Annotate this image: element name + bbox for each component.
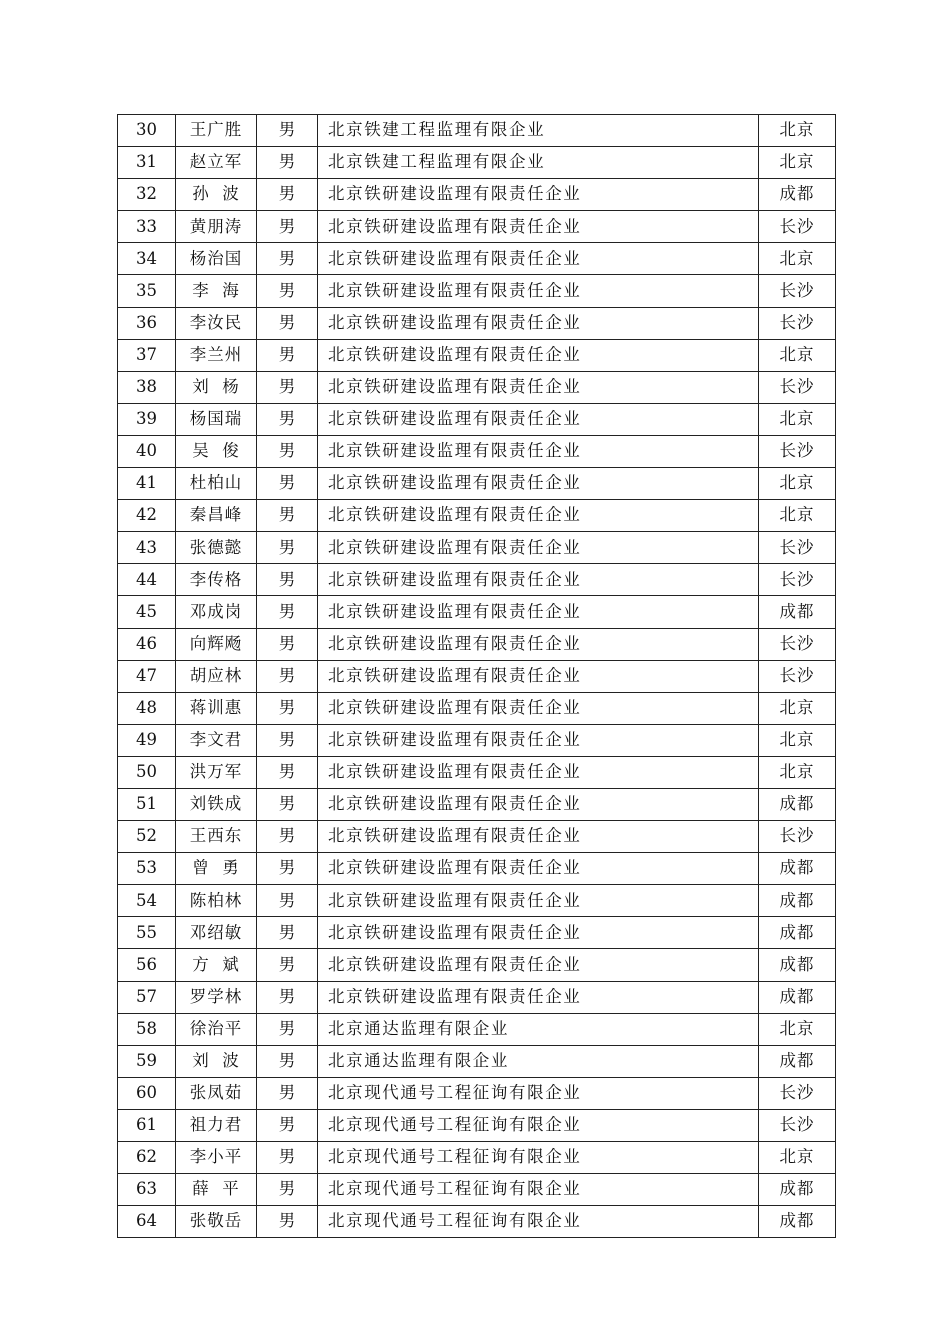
company-cell: 北京铁研建设监理有限责任企业	[318, 500, 759, 532]
city-cell: 成都	[759, 596, 836, 628]
row-number-cell: 39	[118, 403, 176, 435]
company-cell: 北京铁研建设监理有限责任企业	[318, 853, 759, 885]
row-number-cell: 59	[118, 1045, 176, 1077]
city-cell: 北京	[759, 500, 836, 532]
table-row	[118, 307, 836, 339]
person-name-cell: 曾 勇	[176, 853, 257, 885]
table-row	[118, 756, 836, 788]
table-row	[118, 147, 836, 179]
gender-cell: 男	[257, 179, 318, 211]
company-cell: 北京铁研建设监理有限责任企业	[318, 307, 759, 339]
company-cell: 北京铁研建设监理有限责任企业	[318, 821, 759, 853]
person-name-cell: 黄朋涛	[176, 211, 257, 243]
person-name-cell: 杜柏山	[176, 468, 257, 500]
row-number-cell: 48	[118, 692, 176, 724]
city-cell: 成都	[759, 179, 836, 211]
row-number-cell: 57	[118, 981, 176, 1013]
city-cell: 长沙	[759, 435, 836, 467]
table-row	[118, 853, 836, 885]
gender-cell: 男	[257, 564, 318, 596]
company-cell: 北京铁建工程监理有限企业	[318, 147, 759, 179]
gender-cell: 男	[257, 628, 318, 660]
personnel-table-body	[118, 115, 836, 1238]
row-number-cell: 63	[118, 1174, 176, 1206]
table-row	[118, 243, 836, 275]
gender-cell: 男	[257, 596, 318, 628]
person-name-cell: 祖力君	[176, 1109, 257, 1141]
company-cell: 北京现代通号工程征询有限企业	[318, 1109, 759, 1141]
row-number-cell: 30	[118, 115, 176, 147]
row-number-cell: 33	[118, 211, 176, 243]
company-cell: 北京铁研建设监理有限责任企业	[318, 660, 759, 692]
gender-cell: 男	[257, 339, 318, 371]
person-name-cell: 陈柏林	[176, 885, 257, 917]
person-name-cell: 蒋训惠	[176, 692, 257, 724]
row-number-cell: 35	[118, 275, 176, 307]
person-name-cell: 吴 俊	[176, 435, 257, 467]
city-cell: 长沙	[759, 564, 836, 596]
table-row	[118, 596, 836, 628]
company-cell: 北京铁研建设监理有限责任企业	[318, 339, 759, 371]
person-name-cell: 刘铁成	[176, 788, 257, 820]
row-number-cell: 50	[118, 756, 176, 788]
table-row	[118, 275, 836, 307]
table-row	[118, 564, 836, 596]
city-cell: 成都	[759, 1174, 836, 1206]
table-row	[118, 949, 836, 981]
company-cell: 北京铁研建设监理有限责任企业	[318, 179, 759, 211]
person-name-cell: 王广胜	[176, 115, 257, 147]
gender-cell: 男	[257, 1206, 318, 1238]
person-name-cell: 杨国瑞	[176, 403, 257, 435]
company-cell: 北京现代通号工程征询有限企业	[318, 1077, 759, 1109]
row-number-cell: 37	[118, 339, 176, 371]
table-row	[118, 500, 836, 532]
person-name-cell: 秦昌峰	[176, 500, 257, 532]
gender-cell: 男	[257, 211, 318, 243]
gender-cell: 男	[257, 532, 318, 564]
row-number-cell: 38	[118, 371, 176, 403]
company-cell: 北京铁研建设监理有限责任企业	[318, 724, 759, 756]
table-row	[118, 435, 836, 467]
city-cell: 成都	[759, 853, 836, 885]
person-name-cell: 李传格	[176, 564, 257, 596]
company-cell: 北京铁研建设监理有限责任企业	[318, 243, 759, 275]
table-row	[118, 1174, 836, 1206]
table-row	[118, 1142, 836, 1174]
gender-cell: 男	[257, 371, 318, 403]
person-name-cell: 张德懿	[176, 532, 257, 564]
city-cell: 北京	[759, 756, 836, 788]
person-name-cell: 邓成岗	[176, 596, 257, 628]
city-cell: 长沙	[759, 307, 836, 339]
person-name-cell: 徐治平	[176, 1013, 257, 1045]
row-number-cell: 41	[118, 468, 176, 500]
gender-cell: 男	[257, 724, 318, 756]
gender-cell: 男	[257, 821, 318, 853]
row-number-cell: 52	[118, 821, 176, 853]
company-cell: 北京铁研建设监理有限责任企业	[318, 564, 759, 596]
row-number-cell: 44	[118, 564, 176, 596]
city-cell: 成都	[759, 949, 836, 981]
table-row	[118, 339, 836, 371]
row-number-cell: 51	[118, 788, 176, 820]
row-number-cell: 62	[118, 1142, 176, 1174]
table-row	[118, 692, 836, 724]
person-name-cell: 李兰州	[176, 339, 257, 371]
gender-cell: 男	[257, 949, 318, 981]
company-cell: 北京铁研建设监理有限责任企业	[318, 403, 759, 435]
row-number-cell: 58	[118, 1013, 176, 1045]
gender-cell: 男	[257, 1174, 318, 1206]
city-cell: 长沙	[759, 211, 836, 243]
table-row	[118, 468, 836, 500]
row-number-cell: 40	[118, 435, 176, 467]
city-cell: 成都	[759, 1045, 836, 1077]
person-name-cell: 向辉飏	[176, 628, 257, 660]
gender-cell: 男	[257, 660, 318, 692]
city-cell: 北京	[759, 1142, 836, 1174]
city-cell: 北京	[759, 403, 836, 435]
person-name-cell: 罗学林	[176, 981, 257, 1013]
table-row	[118, 981, 836, 1013]
row-number-cell: 55	[118, 917, 176, 949]
row-number-cell: 32	[118, 179, 176, 211]
person-name-cell: 王西东	[176, 821, 257, 853]
person-name-cell: 李汝民	[176, 307, 257, 339]
table-row	[118, 821, 836, 853]
city-cell: 北京	[759, 724, 836, 756]
city-cell: 北京	[759, 243, 836, 275]
city-cell: 北京	[759, 692, 836, 724]
person-name-cell: 杨治国	[176, 243, 257, 275]
row-number-cell: 56	[118, 949, 176, 981]
row-number-cell: 31	[118, 147, 176, 179]
city-cell: 长沙	[759, 371, 836, 403]
gender-cell: 男	[257, 307, 318, 339]
personnel-table	[117, 114, 836, 1238]
company-cell: 北京铁研建设监理有限责任企业	[318, 981, 759, 1013]
gender-cell: 男	[257, 243, 318, 275]
company-cell: 北京铁研建设监理有限责任企业	[318, 628, 759, 660]
person-name-cell: 洪万军	[176, 756, 257, 788]
company-cell: 北京铁研建设监理有限责任企业	[318, 468, 759, 500]
person-name-cell: 薛 平	[176, 1174, 257, 1206]
company-cell: 北京现代通号工程征询有限企业	[318, 1206, 759, 1238]
person-name-cell: 张敬岳	[176, 1206, 257, 1238]
company-cell: 北京铁研建设监理有限责任企业	[318, 917, 759, 949]
city-cell: 成都	[759, 917, 836, 949]
gender-cell: 男	[257, 403, 318, 435]
row-number-cell: 61	[118, 1109, 176, 1141]
company-cell: 北京铁研建设监理有限责任企业	[318, 756, 759, 788]
person-name-cell: 邓绍敏	[176, 917, 257, 949]
table-row	[118, 1109, 836, 1141]
row-number-cell: 47	[118, 660, 176, 692]
row-number-cell: 43	[118, 532, 176, 564]
company-cell: 北京现代通号工程征询有限企业	[318, 1174, 759, 1206]
table-row	[118, 917, 836, 949]
company-cell: 北京铁研建设监理有限责任企业	[318, 211, 759, 243]
person-name-cell: 方 斌	[176, 949, 257, 981]
table-row	[118, 532, 836, 564]
city-cell: 成都	[759, 981, 836, 1013]
table-row	[118, 885, 836, 917]
table-row	[118, 660, 836, 692]
row-number-cell: 34	[118, 243, 176, 275]
person-name-cell: 赵立军	[176, 147, 257, 179]
gender-cell: 男	[257, 788, 318, 820]
city-cell: 长沙	[759, 821, 836, 853]
gender-cell: 男	[257, 1142, 318, 1174]
table-row	[118, 211, 836, 243]
gender-cell: 男	[257, 1045, 318, 1077]
row-number-cell: 49	[118, 724, 176, 756]
gender-cell: 男	[257, 1077, 318, 1109]
gender-cell: 男	[257, 500, 318, 532]
person-name-cell: 李小平	[176, 1142, 257, 1174]
city-cell: 北京	[759, 115, 836, 147]
gender-cell: 男	[257, 756, 318, 788]
row-number-cell: 45	[118, 596, 176, 628]
table-row	[118, 1013, 836, 1045]
row-number-cell: 60	[118, 1077, 176, 1109]
gender-cell: 男	[257, 885, 318, 917]
person-name-cell: 刘 波	[176, 1045, 257, 1077]
row-number-cell: 64	[118, 1206, 176, 1238]
city-cell: 长沙	[759, 275, 836, 307]
person-name-cell: 李 海	[176, 275, 257, 307]
city-cell: 北京	[759, 147, 836, 179]
city-cell: 北京	[759, 468, 836, 500]
row-number-cell: 42	[118, 500, 176, 532]
table-row	[118, 403, 836, 435]
table-row	[118, 724, 836, 756]
person-name-cell: 张凤茹	[176, 1077, 257, 1109]
row-number-cell: 36	[118, 307, 176, 339]
person-name-cell: 胡应林	[176, 660, 257, 692]
table-row	[118, 179, 836, 211]
gender-cell: 男	[257, 435, 318, 467]
city-cell: 北京	[759, 1013, 836, 1045]
company-cell: 北京铁研建设监理有限责任企业	[318, 949, 759, 981]
city-cell: 成都	[759, 1206, 836, 1238]
company-cell: 北京铁研建设监理有限责任企业	[318, 596, 759, 628]
table-row	[118, 788, 836, 820]
company-cell: 北京铁研建设监理有限责任企业	[318, 275, 759, 307]
table-row	[118, 1077, 836, 1109]
gender-cell: 男	[257, 692, 318, 724]
gender-cell: 男	[257, 115, 318, 147]
row-number-cell: 46	[118, 628, 176, 660]
gender-cell: 男	[257, 147, 318, 179]
gender-cell: 男	[257, 275, 318, 307]
gender-cell: 男	[257, 468, 318, 500]
city-cell: 北京	[759, 339, 836, 371]
table-row	[118, 1045, 836, 1077]
company-cell: 北京铁研建设监理有限责任企业	[318, 435, 759, 467]
company-cell: 北京铁研建设监理有限责任企业	[318, 788, 759, 820]
city-cell: 长沙	[759, 1077, 836, 1109]
city-cell: 成都	[759, 788, 836, 820]
city-cell: 长沙	[759, 628, 836, 660]
company-cell: 北京铁研建设监理有限责任企业	[318, 692, 759, 724]
company-cell: 北京铁研建设监理有限责任企业	[318, 532, 759, 564]
person-name-cell: 刘 杨	[176, 371, 257, 403]
city-cell: 长沙	[759, 660, 836, 692]
gender-cell: 男	[257, 917, 318, 949]
row-number-cell: 53	[118, 853, 176, 885]
gender-cell: 男	[257, 853, 318, 885]
company-cell: 北京铁研建设监理有限责任企业	[318, 371, 759, 403]
company-cell: 北京现代通号工程征询有限企业	[318, 1142, 759, 1174]
gender-cell: 男	[257, 981, 318, 1013]
table-row	[118, 371, 836, 403]
table-row	[118, 115, 836, 147]
gender-cell: 男	[257, 1013, 318, 1045]
company-cell: 北京铁研建设监理有限责任企业	[318, 885, 759, 917]
company-cell: 北京通达监理有限企业	[318, 1045, 759, 1077]
city-cell: 长沙	[759, 1109, 836, 1141]
person-name-cell: 李文君	[176, 724, 257, 756]
gender-cell: 男	[257, 1109, 318, 1141]
city-cell: 成都	[759, 885, 836, 917]
table-row	[118, 628, 836, 660]
company-cell: 北京通达监理有限企业	[318, 1013, 759, 1045]
city-cell: 长沙	[759, 532, 836, 564]
row-number-cell: 54	[118, 885, 176, 917]
company-cell: 北京铁建工程监理有限企业	[318, 115, 759, 147]
person-name-cell: 孙 波	[176, 179, 257, 211]
table-row	[118, 1206, 836, 1238]
